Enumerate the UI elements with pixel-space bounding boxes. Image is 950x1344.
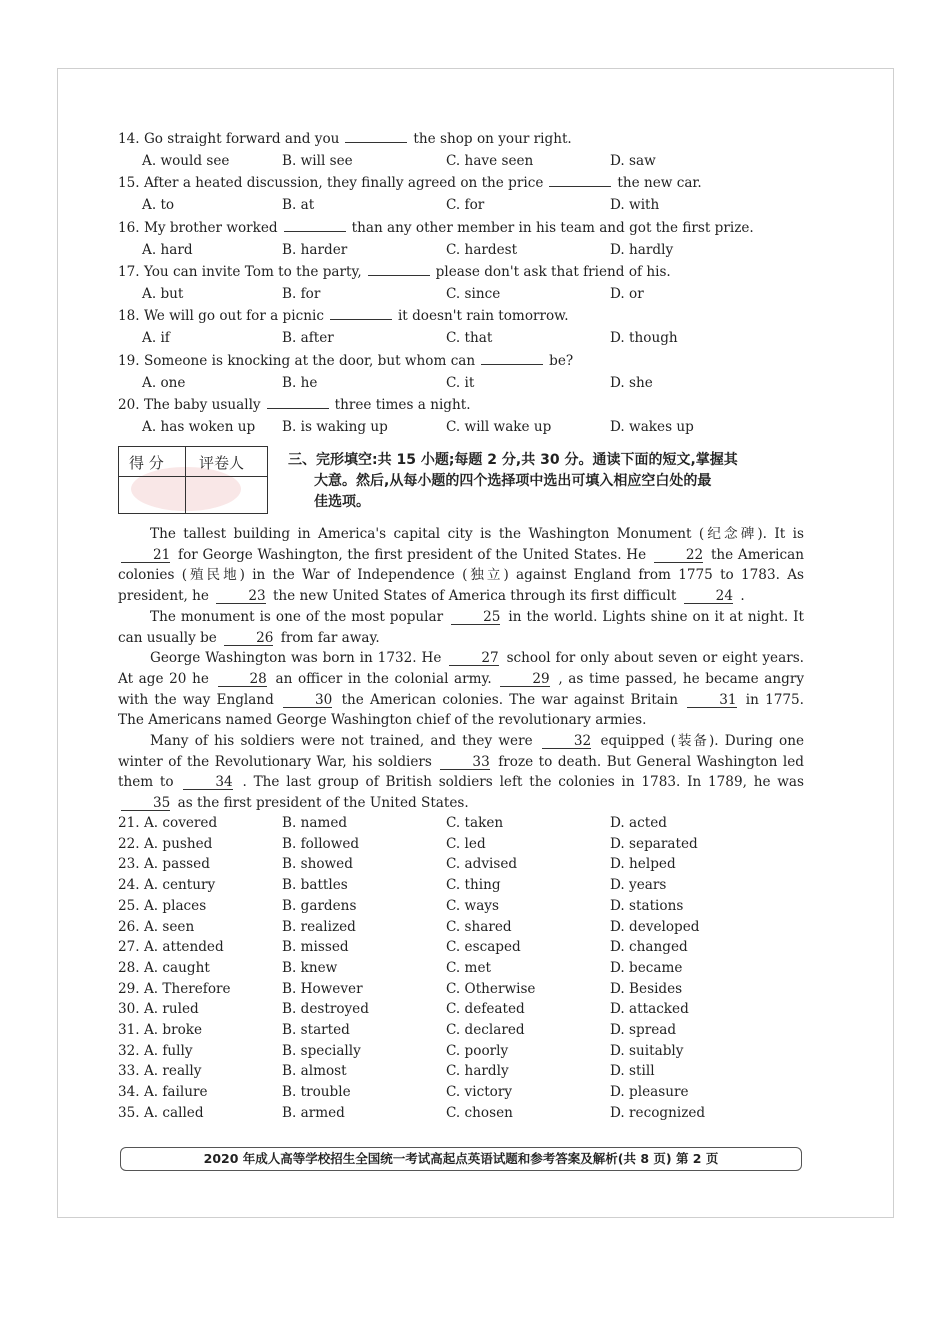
option: A. if: [142, 330, 170, 347]
passage-text: froze to death. But General Washington led them to: [118, 753, 805, 791]
cloze-option: B. destroyed: [282, 1001, 369, 1018]
score-label: 得 分: [129, 454, 164, 472]
passage-text: The tallest building in America's capital city is the Washington Monument (纪念碑). It is: [150, 526, 804, 542]
cloze-option: D. recognized: [610, 1104, 706, 1121]
passage-text: . The last group of British soldiers left the colonies in 1783. In 1789, he was: [242, 774, 805, 791]
option: D. wakes up: [610, 418, 694, 435]
cloze-option: 28. A. caught: [118, 959, 210, 976]
answer-blank: [284, 221, 346, 232]
option: A. one: [142, 374, 186, 391]
blank-number: 35: [121, 796, 170, 811]
passage-text: the American colonies. The war against Britain: [341, 691, 679, 708]
passage-text: the new United States of America through its first difficult: [272, 588, 677, 605]
answer-blank: [549, 176, 611, 187]
cloze-option: C. taken: [446, 815, 504, 831]
question-stem: 19. Someone is knocking at the door, but whom can be?: [118, 352, 574, 369]
cloze-option: C. led: [446, 835, 486, 852]
passage-text: Many of his soldiers were not trained, and they were: [150, 733, 533, 750]
option: C. since: [446, 285, 501, 302]
blank-number: 25: [451, 610, 500, 625]
passage-text: , as time passed, he became angry with the way England: [118, 670, 805, 708]
cloze-option: C. advised: [446, 856, 518, 873]
cloze-option: 23. A. passed: [118, 856, 210, 873]
cloze-option: 31. A. broke: [118, 1022, 203, 1038]
blank-number: 27: [449, 651, 498, 666]
cloze-option: D. separated: [610, 835, 698, 852]
passage-paragraph: [118, 648, 804, 731]
option: D. saw: [610, 153, 656, 169]
cloze-option: B. named: [282, 815, 348, 831]
cloze-option: C. poorly: [446, 1042, 509, 1059]
option: C. have seen: [446, 153, 534, 169]
blank-number: 29: [500, 672, 549, 687]
option: A. to: [142, 197, 175, 214]
cloze-option: C. Otherwise: [446, 980, 536, 997]
cloze-option: 25. A. places: [118, 897, 207, 914]
page-footer: 2020 年成人高等学校招生全国统一考试高起点英语试题和参考答案及解析(共 8 页) 第 2 页: [120, 1147, 802, 1171]
question-stem: 16. My brother worked than any other member in his team and got the first prize.: [118, 219, 754, 236]
option: B. he: [282, 374, 318, 391]
cloze-option: C. defeated: [446, 1001, 525, 1018]
cloze-option: C. declared: [446, 1022, 525, 1038]
option: C. will wake up: [446, 418, 552, 435]
passage-text: The monument is one of the most popular: [150, 608, 444, 625]
option: B. harder: [282, 241, 348, 258]
cloze-option: D. acted: [610, 815, 667, 831]
cloze-option: C. shared: [446, 918, 512, 935]
passage-text: for George Washington, the first president of the United States. He: [178, 546, 647, 563]
passage-text: .: [740, 588, 745, 605]
blank-number: 26: [224, 631, 273, 646]
answer-blank: [345, 132, 407, 143]
cloze-option: B. followed: [282, 835, 360, 852]
answer-blank: [368, 265, 430, 276]
cloze-option: 27. A. attended: [118, 939, 224, 956]
cloze-option: 33. A. really: [118, 1063, 202, 1080]
passage-text: George Washington was born in 1732. He: [150, 650, 442, 667]
option: C. that: [446, 330, 493, 347]
cloze-option: D. helped: [610, 856, 676, 873]
cloze-option: D. attacked: [610, 1001, 689, 1018]
answer-blank: [267, 398, 329, 409]
cloze-option: D. stations: [610, 897, 684, 914]
cloze-option: 24. A. century: [118, 877, 216, 894]
passage-paragraph: [118, 607, 804, 648]
passage-text: from far away.: [280, 629, 380, 646]
passage-text: in the world. Lights shine on it at night. It can usually be: [118, 608, 804, 646]
option: D. with: [610, 197, 660, 214]
cloze-option: D. spread: [610, 1022, 677, 1038]
answer-blank: [481, 354, 543, 365]
cloze-option: C. escaped: [446, 939, 521, 956]
cloze-option: B. specially: [282, 1042, 361, 1059]
cloze-option: B. realized: [282, 918, 356, 935]
cloze-option: 30. A. ruled: [118, 1001, 199, 1018]
blank-number: 28: [218, 672, 267, 687]
cloze-option: C. hardly: [446, 1063, 509, 1080]
cloze-option: B. showed: [282, 856, 353, 873]
cloze-option: D. suitably: [610, 1042, 684, 1059]
cloze-option: B. However: [282, 980, 363, 997]
cloze-option: 34. A. failure: [118, 1084, 208, 1101]
cloze-option: 35. A. called: [118, 1104, 204, 1121]
cloze-option: 26. A. seen: [118, 918, 195, 935]
cloze-option: D. pleasure: [610, 1084, 689, 1101]
passage-paragraph: [118, 524, 804, 607]
cloze-option: 32. A. fully: [118, 1042, 193, 1059]
cloze-option: D. years: [610, 877, 667, 894]
blank-number: 30: [283, 693, 332, 708]
cloze-option: 22. A. pushed: [118, 835, 213, 852]
blank-number: 23: [216, 589, 265, 604]
passage-text: the American colonies (殖民地) in the War of Independence (独立) against England from 1775 to 1783. As president, he: [118, 546, 804, 605]
cloze-passage: [118, 524, 804, 814]
question-stem: 17. You can invite Tom to the party, please don't ask that friend of his.: [118, 263, 671, 280]
option: A. but: [142, 285, 184, 302]
exam-page: [57, 68, 894, 1218]
cloze-option: B. gardens: [282, 897, 357, 914]
passage-text: in 1775. The Americans named George Washington chief of the revolutionary armies.: [118, 691, 804, 729]
cloze-option: B. almost: [282, 1063, 347, 1080]
passage-text: school for only about seven or eight years. At age 20 he: [118, 650, 804, 687]
option: A. has woken up: [142, 418, 256, 435]
cloze-option: 29. A. Therefore: [118, 980, 231, 997]
option: B. after: [282, 330, 334, 347]
cloze-option: B. battles: [282, 877, 348, 894]
cloze-option: C. ways: [446, 897, 499, 914]
blank-number: 31: [687, 693, 736, 708]
option: A. hard: [142, 241, 193, 258]
answer-blank: [330, 309, 392, 320]
option: C. hardest: [446, 241, 518, 258]
cloze-option: D. became: [610, 959, 683, 976]
cloze-option: B. trouble: [282, 1084, 351, 1101]
cloze-option: B. missed: [282, 939, 349, 956]
option: B. at: [282, 197, 315, 214]
option: D. hardly: [610, 241, 674, 258]
cloze-option: D. changed: [610, 939, 688, 956]
option: D. though: [610, 330, 678, 347]
question-stem: 18. We will go out for a picnic it doesn't rain tomorrow.: [118, 308, 569, 325]
question-stem: 20. The baby usually three times a night.: [118, 396, 471, 413]
blank-number: 34: [183, 775, 232, 790]
question-stem: 14. Go straight forward and you the shop on your right.: [118, 131, 572, 147]
cloze-option: D. developed: [610, 918, 700, 935]
option: A. would see: [142, 153, 230, 169]
cloze-option: C. met: [446, 959, 491, 976]
option: C. for: [446, 197, 485, 214]
cloze-option: C. chosen: [446, 1104, 513, 1121]
cloze-option: D. Besides: [610, 980, 683, 997]
score-box: [118, 446, 268, 514]
passage-text: an officer in the colonial army.: [275, 670, 492, 687]
blank-number: 24: [684, 589, 733, 604]
cloze-option: B. started: [282, 1022, 350, 1038]
blank-number: 22: [654, 548, 703, 563]
option: D. or: [610, 285, 644, 302]
option: B. is waking up: [282, 418, 388, 435]
passage-paragraph: [118, 731, 804, 814]
cloze-option: 21. A. covered: [118, 815, 218, 831]
option: B. will see: [282, 153, 353, 169]
option: D. she: [610, 374, 653, 391]
question-stem: 15. After a heated discussion, they finally agreed on the price the new car.: [118, 175, 702, 192]
cloze-option: B. knew: [282, 959, 338, 976]
passage-text: as the first president of the United States.: [177, 795, 469, 812]
option: B. for: [282, 285, 321, 302]
cloze-option: D. still: [610, 1063, 655, 1080]
grader-label: 评卷人: [199, 454, 245, 472]
passage-text: equipped (装备). During one winter of the Revolutionary War, his soldiers: [118, 733, 804, 770]
option: C. it: [446, 374, 475, 391]
blank-number: 21: [121, 548, 170, 563]
cloze-option: C. victory: [446, 1084, 513, 1101]
cloze-option: B. armed: [282, 1104, 345, 1121]
blank-number: 32: [542, 734, 591, 749]
section-3-title: 三、完形填空:共 15 小题;每题 2 分,共 30 分。通读下面的短文,掌握其 大意。然后,从每小题的四个选择项中选出可填入相应空白处的最 佳选项。: [288, 452, 738, 510]
blank-number: 33: [440, 755, 489, 770]
cloze-option: C. thing: [446, 877, 501, 894]
